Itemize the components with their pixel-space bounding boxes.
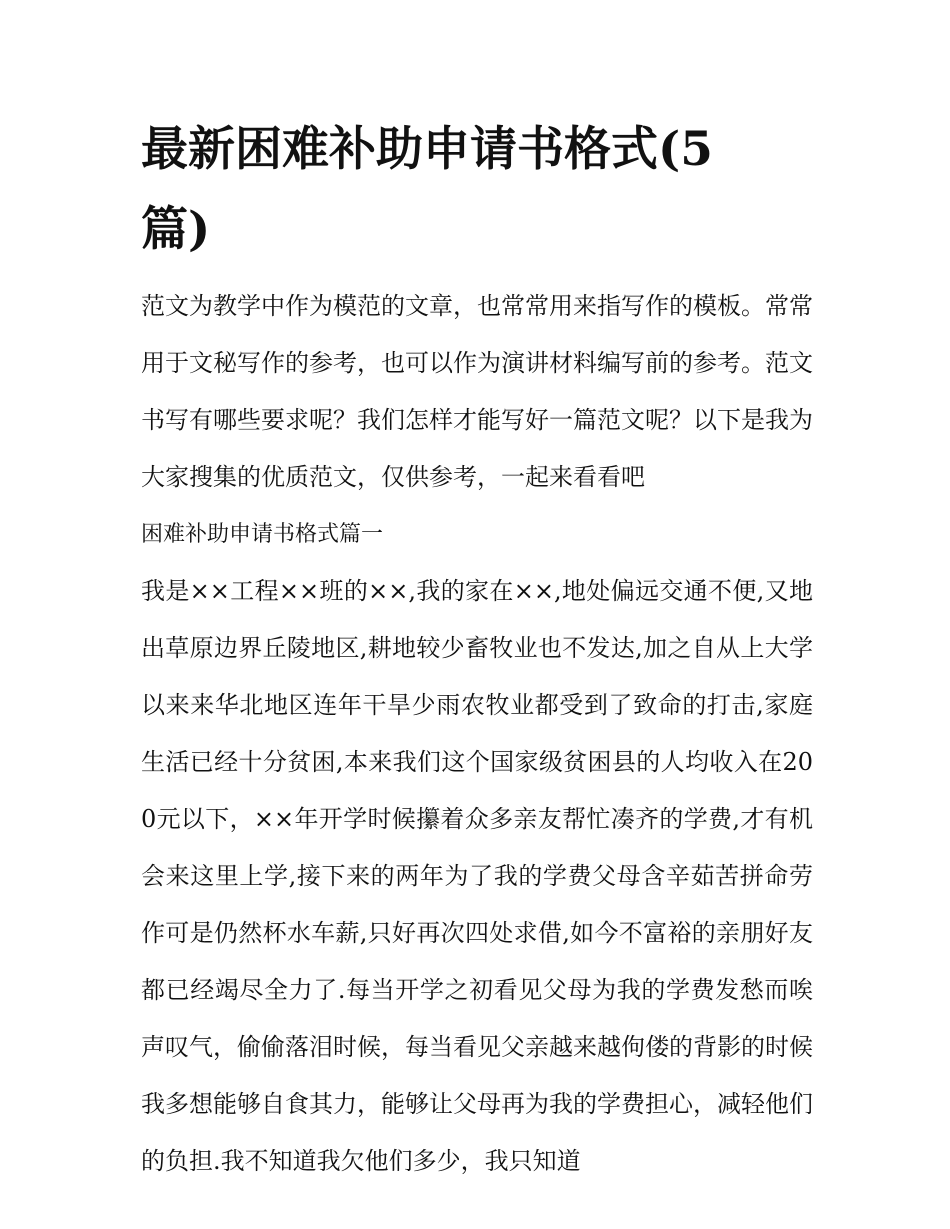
intro-paragraph: 范文为教学中作为模范的文章，也常常用来指写作的模板。常常用于文秘写作的参考，也可以作为演讲材料编写前的参考。范文书写有哪些要求呢？我们怎样才能写好一篇范文呢？以下是我为大家搜集的优质范文，仅供参考，一起来看看吧	[141, 292, 813, 491]
section-heading: 困难补助申请书格式篇一	[141, 522, 384, 547]
body-paragraph: 我是××工程××班的××,我的家在××,地处偏远交通不便,又地出草原边界丘陵地区,耕地较少畜牧业也不发达,加之自从上大学以来来华北地区连年干旱少雨农牧业都受到了致命的打击,家庭生活已经十分贫困,本来我们这个国家级贫困县的人均收入在200元以下，××年开学时候攥着众多亲友帮忙凑齐的学费,才有机会来这里上学,接下来的两年为了我的学费父母含辛茹苦拼命劳作可是仍然杯水车薪,只好再次四处求借,如今不富裕的亲朋好友都已经竭尽全力了.每当开学之初看见父母为我的学费发愁而唉声叹气，偷偷落泪时候，每当看见父亲越来越佝偻的背影的时候我多想能够自食其力，能够让父母再为我的学费担心，减轻他们的负担.我不知道我欠他们多少，我只知道	[141, 577, 813, 1175]
document-page	[141, 110, 813, 1190]
document-title: 最新困难补助申请书格式(5篇)	[141, 122, 713, 257]
